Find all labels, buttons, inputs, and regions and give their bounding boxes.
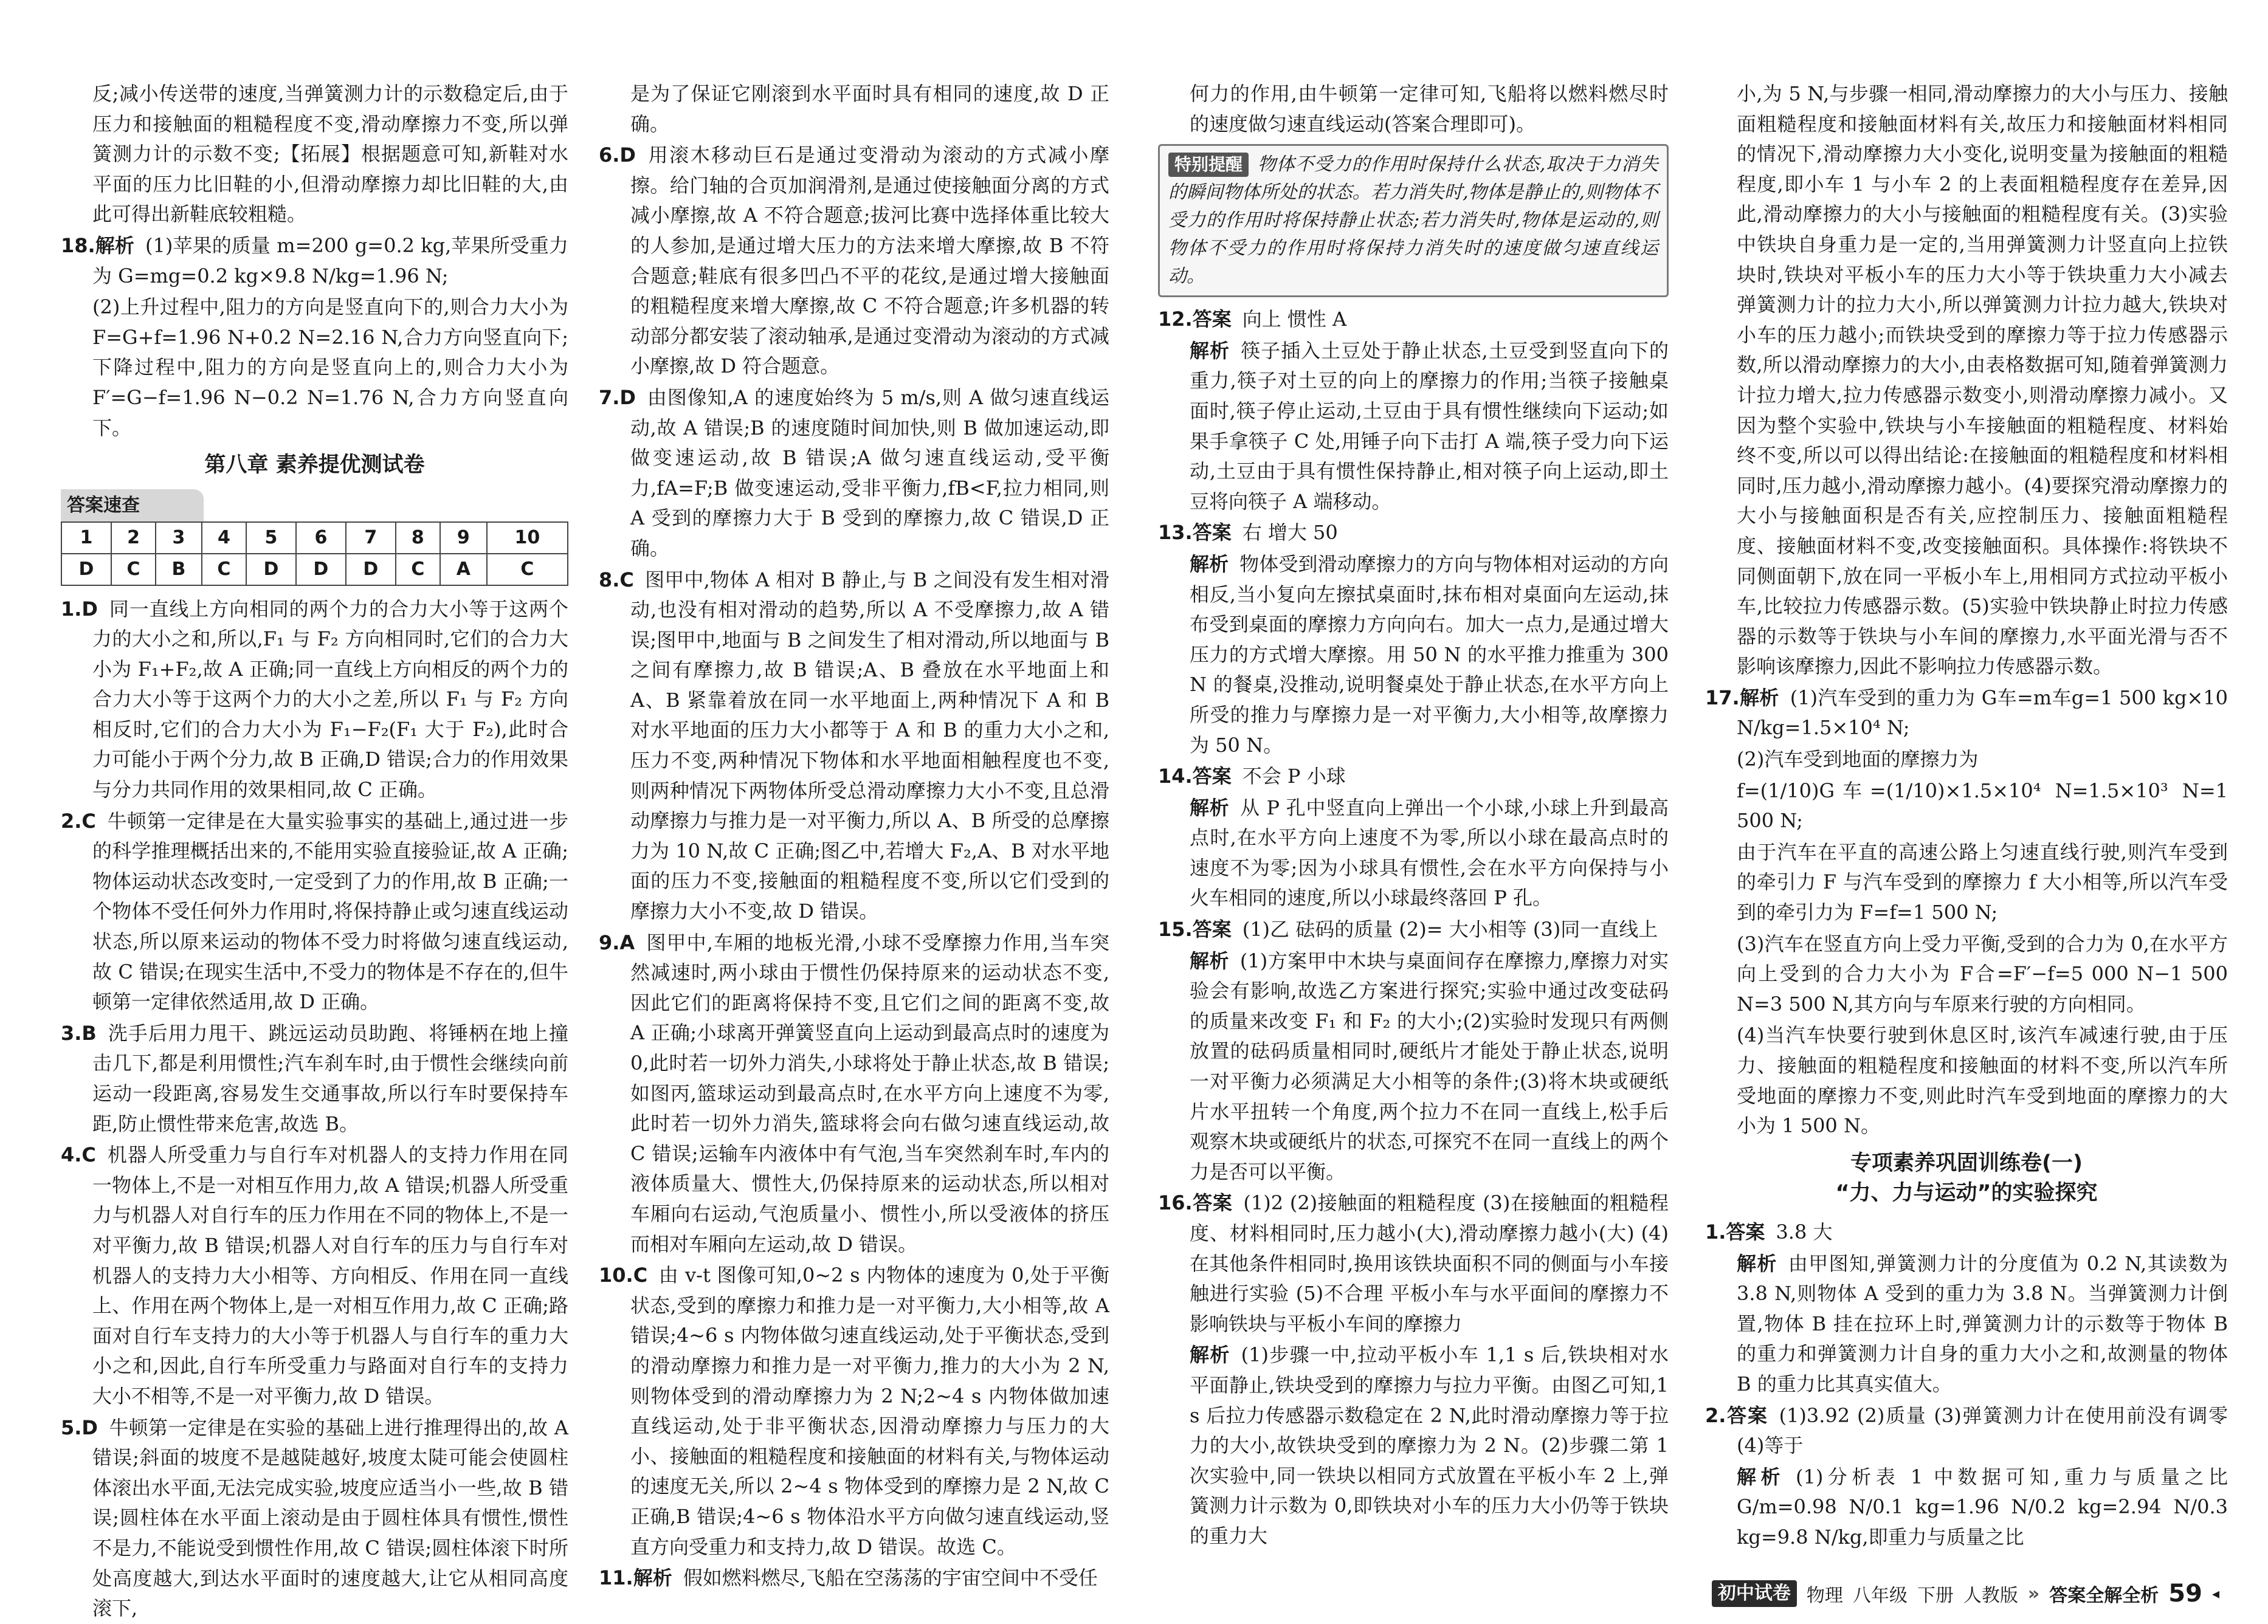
s1-explanation: [1705, 1249, 2228, 1400]
q13-explanation-label: 解析: [1190, 552, 1229, 576]
section-title-line2: “力、力与运动”的实验探究: [1835, 1181, 2098, 1206]
column-1: [61, 79, 568, 1620]
page-number: 59: [2168, 1580, 2202, 1608]
q6-number: 6.D: [599, 143, 636, 167]
q9-number: 9.A: [599, 931, 635, 954]
q16-continuation: 小,为 5 N,与步骤一相同,滑动摩擦力的大小与压力、接触面粗糙程度和接触面材料有关,故压力和接触面材料相同的情况下,滑动摩擦力大小变化,说明变量为接触面的粗糙程度,即小车 1 与小车 2 的上表面粗糙程度存在差异,因此,滑动摩擦力的大小与接触面的粗糙程度有关。(3)实验中铁块自身重力是一定的,当用弹簧测力计竖直向上拉铁块时,铁块对平板小车的压力大小等于铁块重力大小减去弹簧测力计的拉力大小,所以弹簧测力计拉力越大,铁块对小车的压力越小;而铁块受到的摩擦力等于拉力传感器示数,所以滑动摩擦力的大小,由表格数据可知,随着弹簧测力计拉力增大,拉力传感器示数变小,则滑动摩擦力减小。又因为整个实验中,铁块与小车接触面的粗糙程度、材料始终不变,所以可以得出结论:在接触面的粗糙程度和材料相同时,压力越小,滑动摩擦力越小。(4)要探究滑动摩擦力的大小与接触面积是否有关,应控制压力、接触面粗糙程度、接触面材料不变,改变接触面积。具体操作:将铁块不同侧面朝下,放在同一平板小车上,用相同方式拉动平板小车,比较拉力传感器示数。(5)实验中铁块静止时拉力传感器的示数等于铁块与小车间的摩擦力,水平面光滑与否不影响该摩擦力,因此不影响拉力传感器示数。: [1737, 82, 2228, 678]
chapter-title: 第八章 素养提优测试卷: [204, 453, 425, 478]
grid-answer: D: [296, 554, 346, 585]
q14-answer-label: 答案: [1192, 765, 1232, 788]
q3-text: 洗手后用力甩干、跳远运动员助跑、将锤柄在地上撞击几下,都是利用惯性;汽车刹车时,由于惯性会继续向前运动一段距离,容易发生交通事故,所以行车时要保持车距,防止惯性带来危害,故选 B。: [92, 1021, 568, 1135]
q4-text: 机器人所受重力与自行车对机器人的支持力作用在同一物体上,不是一对相互作用力,故 A 错误;机器人所受重力与机器人对自行车的压力作用在不同的物体上,不是一对平衡力,故 B 错误;机器人对自行车的压力与自行车对机器人的支持力大小相等、方向相反、作用在同一直线上、作用在两个物体上,是一对相互作用力,故 C 正确;路面对自行车支持力的大小等于机器人与自行车的重力大小之和,因此,自行车所受重力与路面对自行车的支持力大小不相等,不是一对平衡力,故 D 错误。: [92, 1143, 568, 1408]
grid-num: 3: [156, 522, 202, 554]
q10-text: 由 v-t 图像可知,0~2 s 内物体的速度为 0,处于平衡状态,受到的摩擦力和推力是一对平衡力,大小相等,故 A 错误;4~6 s 内物体做匀速直线运动,处于平衡状态,受到的滑动摩擦力和推力是一对平衡力,推力的大小为 2 N,则物体受到的滑动摩擦力为 2 N;2~4 s 内物体做加速直线运动,处于非平衡状态,因滑动摩擦力与压力的大小、接触面的粗糙程度和接触面的材料有关,与物体运动的速度无关,所以 2~4 s 物体受到的摩擦力是 2 N,故 C 正确,B 错误;4~6 s 物体沿水平方向做匀速直线运动,竖直方向受重力和支持力,故 D 错误。故选 C。: [630, 1264, 1109, 1558]
q8: [599, 565, 1109, 927]
q7-text: 由图像知,A 的速度始终为 5 m/s,则 A 做匀速直线运动,故 A 错误;B 的速度随时间加快,则 B 做加速运动,即做变速运动,故 B 错误;A 做匀速直线运动,受平衡力,fA=F;B 做变速运动,受非平衡力,fB<F,拉力相同,则 A 受到的摩擦力大于 B 受到的摩擦力,故 C 错误,D 正确。: [630, 385, 1109, 560]
grid-answer: C: [202, 554, 246, 585]
q18-part1: (1)苹果的质量 m=200 g=0.2 kg,苹果所受重力为 G=mg=0.2 kg×9.8 N/kg=1.96 N;: [92, 233, 568, 287]
q18-label: 解析: [95, 233, 135, 257]
q14: [1158, 762, 1669, 792]
grid-answer: B: [156, 554, 202, 585]
s2-explanation-text: (1)分析表 1 中数据可知,重力与质量之比 G/m=0.98 N/0.1 kg=1.96 N/0.2 kg=2.94 N/0.3 kg=9.8 N/kg,即重力与质量之比: [1737, 1465, 2228, 1549]
q16: [1158, 1188, 1669, 1339]
q10: [599, 1261, 1109, 1562]
special-tip-box: [1158, 144, 1669, 297]
q15: [1158, 915, 1669, 945]
q17-formula: f=(1/10)G车=(1/10)×1.5×10⁴ N=1.5×10³ N=1 500 N;: [1737, 779, 2228, 833]
s2-explanation: [1705, 1462, 2228, 1553]
page-footer: [1712, 1579, 2219, 1608]
grid-num: 1: [61, 522, 111, 554]
footer-edition: 人教版: [1963, 1585, 2018, 1606]
grid-answer: C: [396, 554, 440, 585]
s1-number: 1.: [1705, 1220, 1726, 1244]
s1: [1705, 1217, 2228, 1248]
s1-explanation-label: 解析: [1737, 1251, 1777, 1275]
q14-answer: 不会 P 小球: [1242, 765, 1346, 788]
q13-answer-label: 答案: [1192, 521, 1232, 545]
q13: [1158, 518, 1669, 548]
q17-prev-continuation: 反;减小传送带的速度,当弹簧测力计的示数稳定后,由于压力和接触面的粗糙程度不变,滑动摩擦力不变,所以弹簧测力计的示数不变;【拓展】根据题意可知,新鞋对水平面的压力比旧鞋的小,但滑动摩擦力却比旧鞋的大,由此可得出新鞋底较粗糙。: [92, 82, 568, 226]
answer-grid: [61, 521, 568, 585]
q4: [61, 1140, 568, 1411]
q14-explanation-label: 解析: [1190, 796, 1230, 819]
q1-number: 1.D: [61, 597, 98, 621]
q17-part5: (4)当汽车快要行驶到休息区时,该汽车减速行驶,由于压力、接触面的粗糙程度和接触面的材料不变,所以汽车所受地面的摩擦力不变,则此时汽车受到地面的摩擦力的大小为 1 500 N。: [1737, 1024, 2228, 1138]
q16-answer-label: 答案: [1192, 1191, 1233, 1215]
q12-explanation-text: 筷子插入土豆处于静止状态,土豆受到竖直向下的重力,筷子对土豆的向上的摩擦力的作用;当筷子接触桌面时,筷子停止运动,土豆由于具有惯性继续向下运动;如果手拿筷子 C 处,用锤子向下击打 A 端,筷子受力向下运动,土豆由于具有惯性保持静止,相对筷子向上运动,即土豆将向筷子 A 端移动。: [1190, 339, 1669, 513]
q12-explanation-label: 解析: [1190, 339, 1230, 362]
q13-number: 13.: [1158, 521, 1193, 545]
grid-num: 10: [487, 522, 568, 554]
grid-answer: A: [440, 554, 487, 585]
q12-answer-label: 答案: [1192, 308, 1232, 331]
column-2: [599, 79, 1109, 1590]
q16-explanation-label: 解析: [1190, 1343, 1230, 1367]
grid-num: 2: [111, 522, 156, 554]
q9: [599, 928, 1109, 1260]
q5-number: 5.D: [61, 1416, 98, 1439]
q5-continuation: 是为了保证它刚滚到水平面时具有相同的速度,故 D 正确。: [630, 82, 1109, 136]
q17-part4: (3)汽车在竖直方向上受力平衡,受到的合力为 0,在水平方向上受到的合力大小为 F合=F′−f=5 000 N−1 500 N=3 500 N,其方向与车原来行驶的方向相同。: [1737, 932, 2228, 1016]
answer-grid-numbers: [61, 522, 568, 554]
q14-explanation: [1158, 793, 1669, 913]
q1: [61, 594, 568, 805]
q18-part2: (2)上升过程中,阻力的方向是竖直向下的,则合力大小为 F=G+f=1.96 N+0.2 N=2.16 N,合力方向竖直向下;下降过程中,阻力的方向是竖直向上的,则合力大小为 F′=G−f=1.96 N−0.2 N=1.76 N,合力方向竖直向下。: [92, 295, 568, 439]
answer-grid-title: 答案速查: [61, 489, 204, 522]
q12-number: 12.: [1158, 308, 1193, 331]
grid-num: 9: [440, 522, 487, 554]
q15-number: 15.: [1158, 918, 1193, 941]
s2-explanation-label: 解析: [1737, 1465, 1785, 1488]
q12-explanation: [1158, 336, 1669, 517]
q11: [599, 1563, 1109, 1594]
q13-explanation: [1158, 549, 1669, 760]
q15-answer: (1)乙 砝码的质量 (2)= 大小相等 (3)同一直线上: [1242, 918, 1658, 941]
section-title-line1: 专项素养巩固训练卷(一): [1850, 1151, 2083, 1175]
q13-answer: 右 增大 50: [1242, 521, 1338, 545]
column-4: [1705, 79, 2228, 1586]
q15-explanation: [1158, 946, 1669, 1188]
q16-explanation: [1158, 1340, 1669, 1551]
s2-answer: (1)3.92 (2)质量 (3)弹簧测力计在使用前没有调零 (4)等于: [1737, 1403, 2228, 1457]
q5-text: 牛顿第一定律是在实验的基础上进行推理得出的,故 A 错误;斜面的坡度不是越陡越好,坡度太陡可能会使圆柱体滚出水平面,无法完成实验,坡度应适当小一些,故 B 错误;圆柱体在水平面上滚动是由于圆柱体具有惯性,惯性不是力,不能说受到惯性作用,故 C 错误;圆柱体滚下时所处高度越大,到达水平面时的速度越大,让它从相同高度滚下,: [92, 1416, 568, 1620]
grid-num: 6: [296, 522, 346, 554]
grid-num: 4: [202, 522, 246, 554]
q2-text: 牛顿第一定律是在大量实验事实的基础上,通过进一步的科学推理概括出来的,不能用实验直接验证,故 A 正确;物体运动状态改变时,一定受到了力的作用,故 B 正确;一个物体不受任何外力作用时,将保持静止或匀速直线运动状态,所以原来运动的物体不受力时将做匀速直线运动,故 C 错误;在现实生活中,不受力的物体是不存在的,但牛顿第一定律依然适用,故 D 正确。: [92, 809, 568, 1014]
s2-answer-label: 答案: [1726, 1403, 1768, 1427]
q17: [1705, 683, 2228, 743]
column-3: [1158, 79, 1669, 1586]
q4-number: 4.C: [61, 1143, 96, 1167]
grid-num: 8: [396, 522, 440, 554]
q8-number: 8.C: [599, 568, 634, 591]
grid-num: 7: [346, 522, 396, 554]
q14-number: 14.: [1158, 765, 1193, 788]
s1-answer-label: 答案: [1726, 1220, 1765, 1244]
q15-answer-label: 答案: [1192, 918, 1232, 941]
q11-number: 11.: [599, 1566, 633, 1590]
brand-badge: 初中试卷: [1712, 1580, 1797, 1607]
q16-answer: (1)2 (2)接触面的粗糙程度 (3)在接触面的粗糙程度、材料相同时,压力越小(大),滑动摩擦力越小(大) (4)在其他条件相同时,换用该铁块面积不同的侧面与小车接触进行实验 (5)不合理 平板小车与水平面间的摩擦力不影响铁块与平板小车间的摩擦力: [1190, 1191, 1669, 1335]
triangle-left-icon: ◂: [2211, 1585, 2219, 1602]
q11-label: 解析: [633, 1566, 672, 1590]
q13-explanation-text: 物体受到滑动摩擦力的方向与物体相对运动的方向相反,当小复向左擦拭桌面时,抹布相对桌面向左运动,抹布受到桌面的摩擦力方向向右。加大一点力,是通过增大压力的方式增大摩擦。用 50 N 的水平推力推重为 300 N 的餐桌,没推动,说明餐桌处于静止状态,在水平方向上所受的推力与摩擦力是一对平衡力,大小相等,故摩擦力为 50 N。: [1190, 552, 1669, 757]
grid-num: 5: [246, 522, 296, 554]
q8-text: 图甲中,物体 A 相对 B 静止,与 B 之间没有发生相对滑动,也没有相对滑动的趋势,所以 A 不受摩擦力,故 A 错误;图甲中,地面与 B 之间发生了相对滑动,所以地面与 B 之间有摩擦力,故 B 错误;A、B 叠放在水平地面上和 A、B 紧靠着放在同一水平地面上,两种情况下 A 和 B 对水平地面的压力大小都等于 A 和 B 的重力大小之和,压力不变,两种情况下物体和水平地面相触程度也不变,则两种情况下两物体所受总滑动摩擦力大小不变,且总滑动摩擦力与推力是一对平衡力,所以 A、B 所受的总摩擦力为 10 N,故 C 正确;图乙中,若增大 F₂,A、B 对水平地面的压力不变,接触面的粗糙程度不变,所以它们受到的摩擦力大小不变,故 D 错误。: [630, 568, 1109, 923]
q17-number: 17.: [1705, 686, 1740, 709]
special-tip-tag: 特别提醒: [1168, 153, 1249, 177]
footer-grade: 八年级: [1852, 1585, 1908, 1606]
q16-number: 16.: [1158, 1191, 1193, 1215]
q7: [599, 383, 1109, 564]
grid-answer: C: [111, 554, 156, 585]
q17-part1: (1)汽车受到的重力为 G车=m车g=1 500 kg×10 N/kg=1.5×10⁴ N;: [1737, 686, 2228, 740]
q7-number: 7.D: [599, 385, 636, 409]
footer-term: 下册: [1917, 1585, 1954, 1606]
q18-number: 18.: [61, 233, 95, 257]
q17-part3: 由于汽车在平直的高速公路上匀速直线行驶,则汽车受到的牵引力 F 与汽车受到的摩擦力 f 大小相等,所以汽车受到的牵引力为 F=f=1 500 N;: [1737, 840, 2228, 924]
s2-number: 2.: [1705, 1403, 1726, 1427]
q18: [61, 231, 568, 291]
answer-grid-answers: [61, 554, 568, 585]
q12-answer: 向上 惯性 A: [1242, 308, 1347, 331]
q12: [1158, 304, 1669, 335]
grid-answer: C: [487, 554, 568, 585]
grid-answer: D: [61, 554, 111, 585]
s1-answer: 3.8 大: [1776, 1220, 1833, 1244]
footer-answers-title: 答案全解全析: [2049, 1585, 2159, 1606]
s1-explanation-text: 由甲图知,弹簧测力计的分度值为 0.2 N,其读数为 3.8 N,则物体 A 受到的重力为 3.8 N。当弹簧测力计倒置,物体 B 挂在拉环上时,弹簧测力计的示数等于物体 B 的重力和弹簧测力计自身的重力大小之和,故测量的物体 B 的重力比其真实值大。: [1737, 1251, 2228, 1395]
q6: [599, 140, 1109, 382]
q17-part2: (2)汽车受到地面的摩擦力为: [1737, 748, 1979, 771]
section-title: [1705, 1149, 2228, 1209]
q6-text: 用滚木移动巨石是通过变滑动为滚动的方式减小摩擦。给门轴的合页加润滑剂,是通过使接触面分离的方式减小摩擦,故 A 不符合题意;拔河比赛中选择体重比较大的人参加,是通过增大压力的方法来增大摩擦,故 B 不符合题意;鞋底有很多凹凸不平的花纹,是通过增大接触面的粗糙程度来增大摩擦,故 C 不符合题意;许多机器的转动部分都安装了滚动轴承,是通过变滑动为滚动的方式减小摩擦,故 D 符合题意。: [630, 143, 1109, 378]
q16-explanation-text: (1)步骤一中,拉动平板小车 1,1 s 后,铁块相对水平面静止,铁块受到的摩擦力与拉力平衡。由图乙可知,1 s 后拉力传感器示数稳定在 2 N,此时滑动摩擦力等于拉力的大小,故铁块受到的摩擦力为 2 N。(2)步骤二第 1 次实验中,同一铁块以相同方式放置在平板小车 2 上,弹簧测力计示数为 0,即铁块对小车的压力大小仍等于铁块的重力大: [1190, 1343, 1669, 1547]
q5: [61, 1413, 568, 1624]
double-chevron-icon: »: [2027, 1583, 2040, 1605]
q15-explanation-text: (1)方案甲中木块与桌面间存在摩擦力,摩擦力对实验会有影响,故选乙方案进行探究;实验中通过改变砝码的质量来改变 F₁ 和 F₂ 的大小;(2)实验时发现只有两侧放置的砝码质量相同时,硬纸片才能处于静止状态,说明一对平衡力必须满足大小相等的条件;(3)将木块或硬纸片水平扭转一个角度,两个拉力不在同一直线上,松手后观察木块或硬纸片的状态,可探究不在同一直线上的两个力是否可以平衡。: [1190, 949, 1669, 1183]
q9-text: 图甲中,车厢的地板光滑,小球不受摩擦力作用,当车突然减速时,两小球由于惯性仍保持原来的运动状态不变,因此它们的距离将保持不变,且它们之间的距离不变,故 A 正确;小球离开弹簧竖直向上运动到最高点时的速度为 0,此时若一切外力消失,小球将处于静止状态,故 B 错误;如图丙,篮球运动到最高点时,在水平方向上速度不为零,此时若一切外力消失,篮球将会向右做匀速直线运动,故 C 错误;运输车内液体中有气泡,当车突然刹车时,车内的液体质量大、惯性大,仍保持原来的运动状态,所以相对车厢向右运动,气泡质量小、惯性小,所以受液体的挤压而相对车厢向左运动,故 D 错误。: [630, 931, 1109, 1256]
q3-number: 3.B: [61, 1021, 97, 1045]
s2: [1705, 1401, 2228, 1461]
q14-explanation-text: 从 P 孔中竖直向上弹出一个小球,小球上升到最高点时,在水平方向上速度不为零,所以小球在最高点时的速度不为零;因为小球具有惯性,会在水平方向保持与小火车相同的速度,所以小球最终落回 P 孔。: [1190, 796, 1669, 910]
q15-explanation-label: 解析: [1190, 949, 1229, 972]
footer-subject: 物理: [1806, 1585, 1843, 1606]
q1-text: 同一直线上方向相同的两个力的合力大小等于这两个力的大小之和,所以,F₁ 与 F₂ 方向相同时,它们的合力大小为 F₁+F₂,故 A 正确;同一直线上方向相反的两个力的合力大小等于这两个力的大小之差,所以 F₁ 与 F₂ 方向相反时,它们的合力大小为 F₁−F₂(F₁ 大于 F₂),此时合力可能小于两个分力,故 B 正确,D 错误;合力的作用效果与分力共同作用的效果相同,故 C 正确。: [92, 597, 568, 802]
q11-continuation: 何力的作用,由牛顿第一定律可知,飞船将以燃料燃尽时的速度做匀速直线运动(答案合理即可)。: [1190, 82, 1669, 136]
special-tip-text: 物体不受力的作用时保持什么状态,取决于力消失的瞬间物体所处的状态。若力消失时,物体是静止的,则物体不受力的作用时将保持静止状态;若力消失时,物体是运动的,则物体不受力的作用时将保持力消失时的速度做匀速直线运动。: [1168, 154, 1658, 287]
grid-answer: D: [346, 554, 396, 585]
q10-number: 10.C: [599, 1264, 648, 1287]
q11-text: 假如燃料燃尽,飞船在空荡荡的宇宙空间中不受任: [683, 1566, 1098, 1590]
q2-number: 2.C: [61, 809, 96, 833]
grid-answer: D: [246, 554, 296, 585]
q3: [61, 1019, 568, 1139]
q17-label: 解析: [1739, 686, 1779, 709]
q2: [61, 807, 568, 1017]
